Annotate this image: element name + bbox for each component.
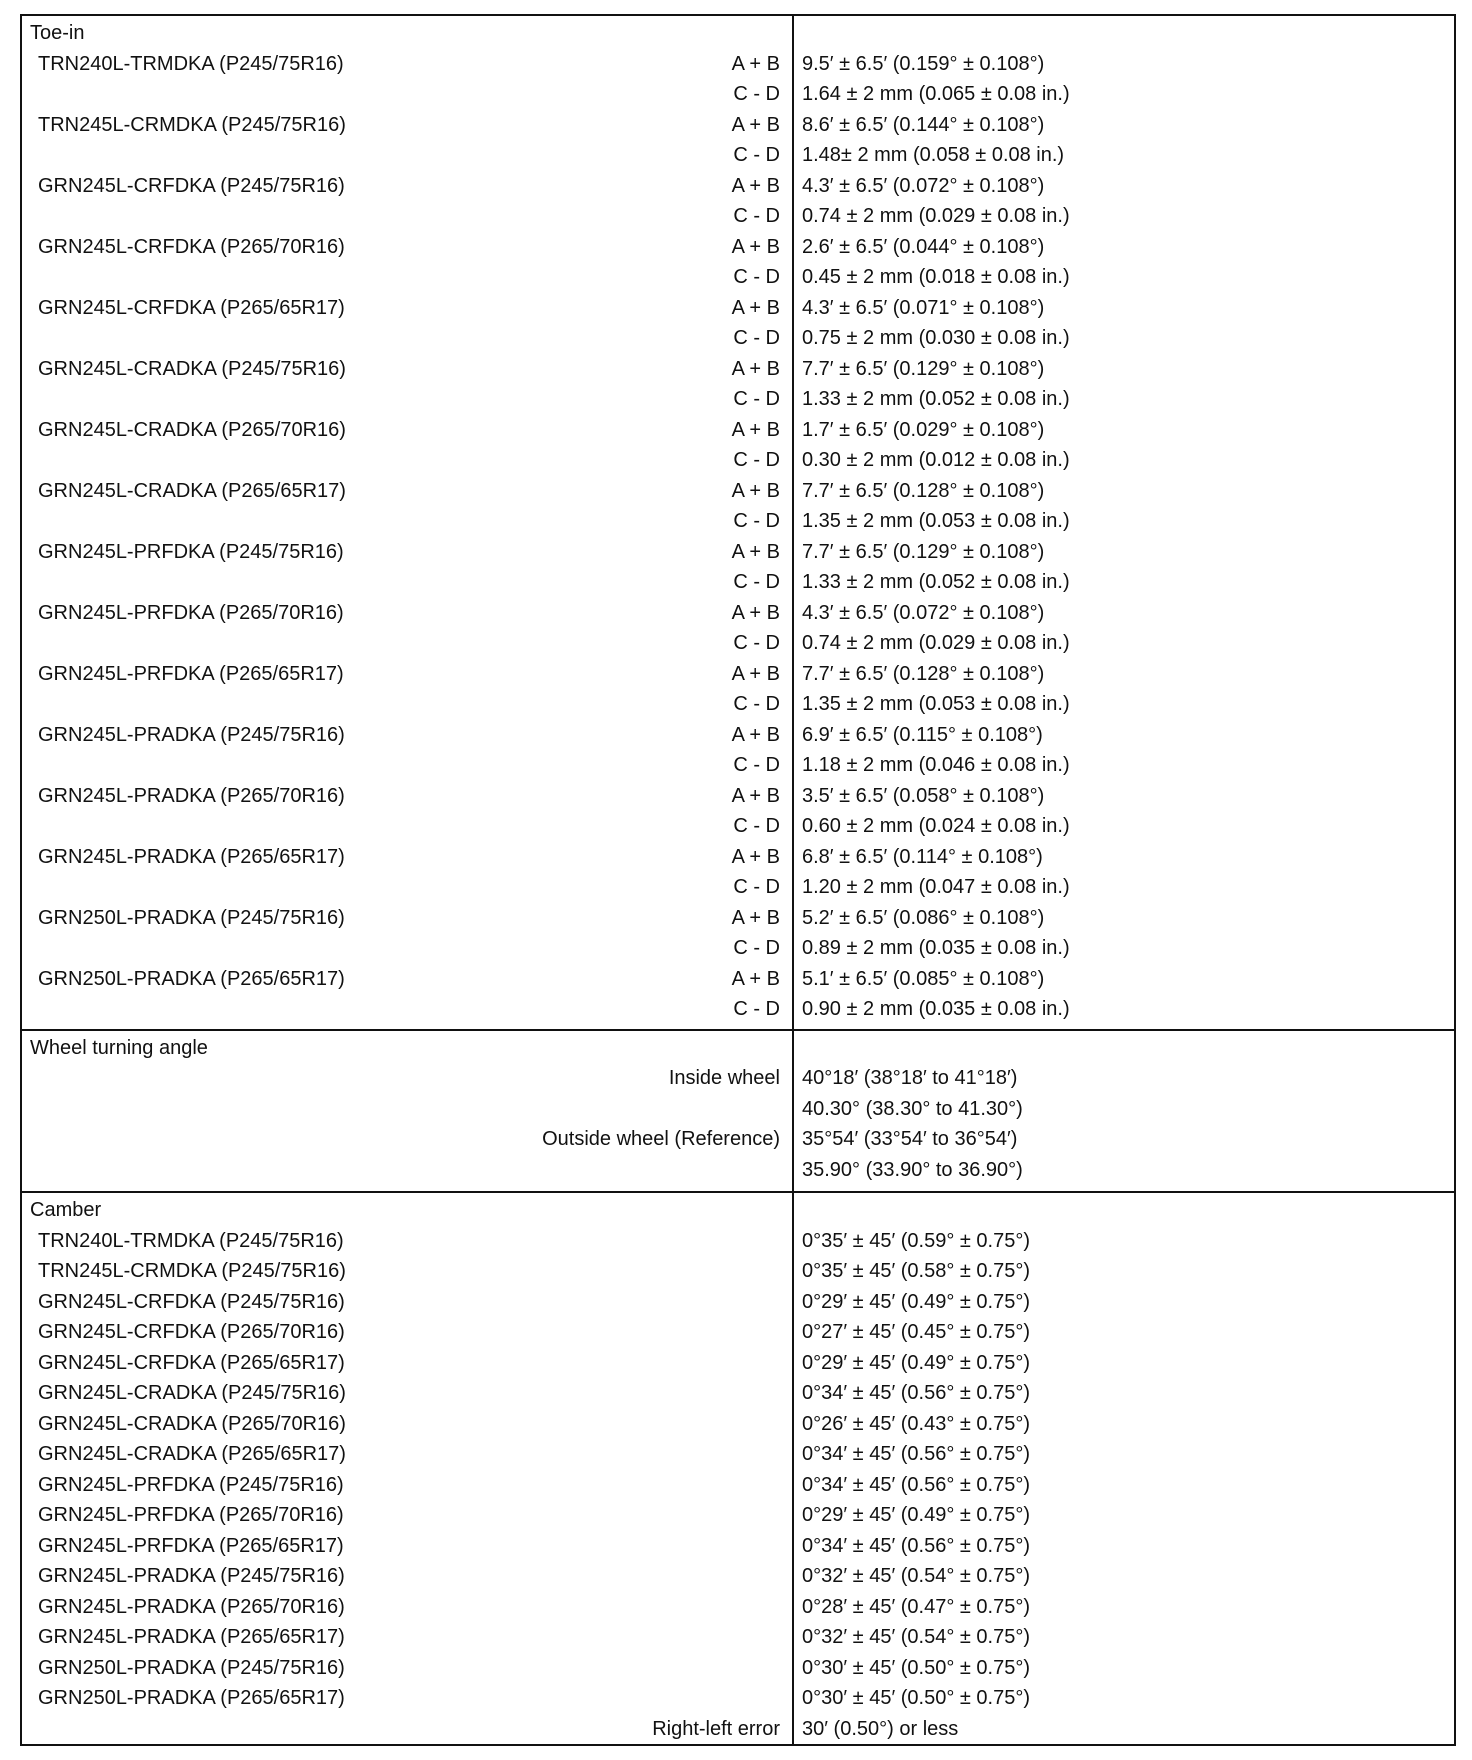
camber-value: 0°30′ ± 45′ (0.50° ± 0.75°) bbox=[802, 1687, 1031, 1709]
camber-row bbox=[30, 1470, 792, 1501]
toe-in-cd-label: C - D bbox=[733, 205, 780, 227]
toe-in-row-ab bbox=[30, 476, 792, 507]
camber-row bbox=[30, 1531, 792, 1562]
inside-wheel-row-spacer bbox=[30, 1094, 792, 1125]
toe-in-row-ab bbox=[30, 415, 792, 446]
outside-wheel-row-label bbox=[30, 1124, 792, 1155]
toe-in-row-ab bbox=[30, 903, 792, 934]
camber-value: 0°27′ ± 45′ (0.45° ± 0.75°) bbox=[802, 1321, 1031, 1343]
toe-in-ab-value: 9.5′ ± 6.5′ (0.159° ± 0.108°) bbox=[802, 52, 1045, 75]
toe-in-cd-label: C - D bbox=[733, 510, 780, 532]
toe-in-cd-value: 1.35 ± 2 mm (0.053 ± 0.08 in.) bbox=[802, 693, 1070, 715]
camber-title: Camber bbox=[30, 1199, 102, 1221]
camber-row bbox=[30, 1592, 792, 1623]
toe-in-ab-label: A + B bbox=[731, 723, 780, 746]
toe-in-cd-label: C - D bbox=[733, 998, 780, 1020]
toe-in-value-list bbox=[802, 49, 1454, 1025]
camber-value: 0°34′ ± 45′ (0.56° ± 0.75°) bbox=[802, 1443, 1031, 1465]
toe-in-row-ab bbox=[30, 537, 792, 568]
toe-in-ab-value: 6.9′ ± 6.5′ (0.115° ± 0.108°) bbox=[802, 723, 1043, 746]
camber-value: 0°32′ ± 45′ (0.54° ± 0.75°) bbox=[802, 1626, 1031, 1648]
toe-in-row-ab bbox=[30, 781, 792, 812]
toe-in-row-cd bbox=[30, 262, 792, 293]
toe-in-labels bbox=[22, 16, 794, 1029]
toe-in-row-cd bbox=[30, 140, 792, 171]
camber-row bbox=[30, 1653, 792, 1684]
camber-model: GRN245L-PRADKA (P265/70R16) bbox=[38, 1595, 345, 1618]
camber-value: 0°26′ ± 45′ (0.43° ± 0.75°) bbox=[802, 1412, 1031, 1435]
outside-wheel-value-deg: 35.90° (33.90° to 36.90°) bbox=[802, 1158, 1023, 1181]
toe-in-ab-label: A + B bbox=[731, 662, 780, 685]
toe-in-ab-label: A + B bbox=[731, 235, 780, 258]
toe-in-cd-label: C - D bbox=[733, 83, 780, 105]
toe-in-ab-label: A + B bbox=[731, 113, 780, 136]
camber-value: 0°32′ ± 45′ (0.54° ± 0.75°) bbox=[802, 1565, 1031, 1587]
camber-value: 0°30′ ± 45′ (0.50° ± 0.75°) bbox=[802, 1656, 1031, 1679]
inside-wheel-row-label bbox=[30, 1063, 792, 1094]
spec-table bbox=[20, 14, 1456, 1746]
toe-in-cd-value: 0.89 ± 2 mm (0.035 ± 0.08 in.) bbox=[802, 937, 1070, 959]
outside-wheel-label: Outside wheel (Reference) bbox=[542, 1128, 780, 1150]
toe-in-ab-label: A + B bbox=[731, 52, 780, 75]
camber-value: 0°34′ ± 45′ (0.56° ± 0.75°) bbox=[802, 1382, 1031, 1404]
toe-in-cd-value: 0.74 ± 2 mm (0.029 ± 0.08 in.) bbox=[802, 205, 1070, 227]
toe-in-row-ab bbox=[30, 842, 792, 873]
camber-value: 0°35′ ± 45′ (0.59° ± 0.75°) bbox=[802, 1229, 1031, 1252]
toe-in-cd-value: 0.60 ± 2 mm (0.024 ± 0.08 in.) bbox=[802, 815, 1070, 837]
wheel-turning-title-spacer bbox=[802, 1033, 1454, 1064]
toe-in-ab-label: A + B bbox=[731, 784, 780, 807]
camber-value: 0°29′ ± 45′ (0.49° ± 0.75°) bbox=[802, 1351, 1031, 1374]
toe-in-cd-label: C - D bbox=[733, 754, 780, 776]
toe-in-row-ab bbox=[30, 598, 792, 629]
toe-in-ab-label: A + B bbox=[731, 845, 780, 868]
toe-in-cd-label: C - D bbox=[733, 327, 780, 349]
toe-in-model-list bbox=[30, 49, 792, 1025]
toe-in-ab-value: 7.7′ ± 6.5′ (0.128° ± 0.108°) bbox=[802, 662, 1045, 685]
camber-row bbox=[30, 1561, 792, 1592]
camber-values bbox=[794, 1193, 1454, 1744]
toe-in-model: GRN245L-CRFDKA (P245/75R16) bbox=[38, 174, 345, 197]
toe-in-cd-label: C - D bbox=[733, 693, 780, 715]
camber-model: GRN245L-PRFDKA (P245/75R16) bbox=[38, 1473, 344, 1496]
toe-in-row-cd bbox=[30, 445, 792, 476]
camber-model: GRN250L-PRADKA (P265/65R17) bbox=[38, 1687, 345, 1709]
camber-row bbox=[30, 1378, 792, 1409]
toe-in-ab-label: A + B bbox=[731, 479, 780, 502]
camber-value: 0°34′ ± 45′ (0.56° ± 0.75°) bbox=[802, 1473, 1031, 1496]
toe-in-model: GRN245L-PRADKA (P265/65R17) bbox=[38, 845, 345, 868]
toe-in-row-ab bbox=[30, 171, 792, 202]
camber-value-list bbox=[802, 1226, 1454, 1714]
toe-in-row-cd bbox=[30, 994, 792, 1025]
toe-in-ab-value: 8.6′ ± 6.5′ (0.144° ± 0.108°) bbox=[802, 113, 1045, 136]
toe-in-cd-value: 1.35 ± 2 mm (0.053 ± 0.08 in.) bbox=[802, 510, 1070, 532]
toe-in-ab-label: A + B bbox=[731, 967, 780, 990]
toe-in-ab-value: 1.7′ ± 6.5′ (0.029° ± 0.108°) bbox=[802, 418, 1045, 441]
camber-model: GRN245L-CRFDKA (P265/65R17) bbox=[38, 1351, 345, 1374]
toe-in-row-cd bbox=[30, 323, 792, 354]
toe-in-row-cd bbox=[30, 872, 792, 903]
right-left-error-value: 30′ (0.50°) or less bbox=[802, 1717, 959, 1740]
camber-model: GRN245L-CRADKA (P265/70R16) bbox=[38, 1412, 346, 1435]
toe-in-row-cd bbox=[30, 506, 792, 537]
camber-model: TRN240L-TRMDKA (P245/75R16) bbox=[38, 1229, 344, 1252]
toe-in-ab-value: 7.7′ ± 6.5′ (0.129° ± 0.108°) bbox=[802, 357, 1045, 380]
toe-in-model: TRN240L-TRMDKA (P245/75R16) bbox=[38, 52, 344, 75]
toe-in-cd-label: C - D bbox=[733, 815, 780, 837]
wheel-turning-values bbox=[794, 1031, 1454, 1192]
toe-in-model: GRN245L-PRADKA (P265/70R16) bbox=[38, 784, 345, 807]
toe-in-model: GRN245L-PRFDKA (P265/70R16) bbox=[38, 601, 344, 624]
toe-in-model: GRN245L-CRFDKA (P265/65R17) bbox=[38, 296, 345, 319]
camber-model: TRN245L-CRMDKA (P245/75R16) bbox=[38, 1260, 346, 1282]
toe-in-model: GRN245L-PRFDKA (P265/65R17) bbox=[38, 662, 344, 685]
toe-in-cd-label: C - D bbox=[733, 388, 780, 410]
toe-in-cd-value: 0.45 ± 2 mm (0.018 ± 0.08 in.) bbox=[802, 266, 1070, 288]
toe-in-ab-value: 7.7′ ± 6.5′ (0.129° ± 0.108°) bbox=[802, 540, 1045, 563]
camber-model: GRN250L-PRADKA (P245/75R16) bbox=[38, 1656, 345, 1679]
camber-row bbox=[30, 1409, 792, 1440]
toe-in-row-ab bbox=[30, 232, 792, 263]
inside-wheel-label: Inside wheel bbox=[668, 1067, 780, 1089]
camber-row bbox=[30, 1500, 792, 1531]
toe-in-cd-value: 1.48± 2 mm (0.058 ± 0.08 in.) bbox=[802, 144, 1065, 166]
toe-in-ab-value: 2.6′ ± 6.5′ (0.044° ± 0.108°) bbox=[802, 235, 1045, 258]
toe-in-cd-label: C - D bbox=[733, 144, 780, 166]
toe-in-cd-label: C - D bbox=[733, 876, 780, 898]
camber-row bbox=[30, 1439, 792, 1470]
toe-in-cd-value: 1.33 ± 2 mm (0.052 ± 0.08 in.) bbox=[802, 571, 1070, 593]
camber-value: 0°29′ ± 45′ (0.49° ± 0.75°) bbox=[802, 1504, 1031, 1526]
camber-value: 0°28′ ± 45′ (0.47° ± 0.75°) bbox=[802, 1595, 1031, 1618]
camber-row bbox=[30, 1226, 792, 1257]
toe-in-cd-label: C - D bbox=[733, 937, 780, 959]
wheel-turning-labels bbox=[22, 1031, 794, 1192]
camber-row bbox=[30, 1256, 792, 1287]
toe-in-cd-label: C - D bbox=[733, 571, 780, 593]
toe-in-ab-value: 7.7′ ± 6.5′ (0.128° ± 0.108°) bbox=[802, 479, 1045, 502]
toe-in-row-cd bbox=[30, 79, 792, 110]
camber-model: GRN245L-CRFDKA (P265/70R16) bbox=[38, 1321, 345, 1343]
toe-in-model: GRN250L-PRADKA (P265/65R17) bbox=[38, 967, 345, 990]
camber-section bbox=[22, 1193, 1454, 1744]
toe-in-ab-value: 5.2′ ± 6.5′ (0.086° ± 0.108°) bbox=[802, 906, 1045, 929]
camber-model: GRN245L-CRADKA (P265/65R17) bbox=[38, 1443, 346, 1465]
camber-row bbox=[30, 1317, 792, 1348]
toe-in-ab-value: 5.1′ ± 6.5′ (0.085° ± 0.108°) bbox=[802, 967, 1045, 990]
inside-wheel-value-deg: 40.30° (38.30° to 41.30°) bbox=[802, 1097, 1023, 1120]
camber-model: GRN245L-PRADKA (P265/65R17) bbox=[38, 1626, 345, 1648]
toe-in-ab-value: 4.3′ ± 6.5′ (0.072° ± 0.108°) bbox=[802, 174, 1045, 197]
toe-in-cd-label: C - D bbox=[733, 266, 780, 288]
camber-row bbox=[30, 1683, 792, 1714]
toe-in-ab-label: A + B bbox=[731, 906, 780, 929]
toe-in-cd-value: 0.74 ± 2 mm (0.029 ± 0.08 in.) bbox=[802, 632, 1070, 654]
toe-in-row-ab bbox=[30, 964, 792, 995]
camber-model: GRN245L-CRFDKA (P245/75R16) bbox=[38, 1290, 345, 1313]
outside-wheel-value-min: 35°54′ (33°54′ to 36°54′) bbox=[802, 1128, 1018, 1150]
toe-in-ab-label: A + B bbox=[731, 174, 780, 197]
toe-in-row-ab bbox=[30, 49, 792, 80]
toe-in-model: GRN245L-CRFDKA (P265/70R16) bbox=[38, 235, 345, 258]
camber-model: GRN245L-PRFDKA (P265/65R17) bbox=[38, 1534, 344, 1557]
camber-row bbox=[30, 1622, 792, 1653]
toe-in-model: GRN245L-PRADKA (P245/75R16) bbox=[38, 723, 345, 746]
toe-in-ab-value: 4.3′ ± 6.5′ (0.072° ± 0.108°) bbox=[802, 601, 1045, 624]
camber-value: 0°34′ ± 45′ (0.56° ± 0.75°) bbox=[802, 1534, 1031, 1557]
toe-in-row-ab bbox=[30, 720, 792, 751]
toe-in-ab-label: A + B bbox=[731, 601, 780, 624]
toe-in-ab-label: A + B bbox=[731, 357, 780, 380]
toe-in-cd-value: 0.30 ± 2 mm (0.012 ± 0.08 in.) bbox=[802, 449, 1070, 471]
camber-model: GRN245L-PRFDKA (P265/70R16) bbox=[38, 1504, 344, 1526]
toe-in-cd-value: 0.75 ± 2 mm (0.030 ± 0.08 in.) bbox=[802, 327, 1070, 349]
right-left-error-label: Right-left error bbox=[652, 1717, 780, 1740]
toe-in-ab-value: 6.8′ ± 6.5′ (0.114° ± 0.108°) bbox=[802, 845, 1043, 868]
toe-in-cd-value: 1.18 ± 2 mm (0.046 ± 0.08 in.) bbox=[802, 754, 1070, 776]
toe-in-model: GRN250L-PRADKA (P245/75R16) bbox=[38, 906, 345, 929]
toe-in-title: Toe-in bbox=[30, 22, 85, 44]
toe-in-row-cd bbox=[30, 201, 792, 232]
toe-in-cd-label: C - D bbox=[733, 632, 780, 654]
camber-value: 0°35′ ± 45′ (0.58° ± 0.75°) bbox=[802, 1260, 1031, 1282]
toe-in-row-ab bbox=[30, 110, 792, 141]
camber-model: GRN245L-CRADKA (P245/75R16) bbox=[38, 1382, 346, 1404]
camber-value: 0°29′ ± 45′ (0.49° ± 0.75°) bbox=[802, 1290, 1031, 1313]
toe-in-row-cd bbox=[30, 628, 792, 659]
toe-in-cd-value: 1.33 ± 2 mm (0.052 ± 0.08 in.) bbox=[802, 388, 1070, 410]
toe-in-model: GRN245L-CRADKA (P245/75R16) bbox=[38, 357, 346, 380]
outside-wheel-row-spacer bbox=[30, 1155, 792, 1186]
toe-in-row-cd bbox=[30, 567, 792, 598]
toe-in-row-cd bbox=[30, 750, 792, 781]
camber-model-list bbox=[30, 1226, 792, 1714]
toe-in-values bbox=[794, 16, 1454, 1029]
toe-in-row-cd bbox=[30, 384, 792, 415]
toe-in-ab-label: A + B bbox=[731, 540, 780, 563]
camber-row bbox=[30, 1287, 792, 1318]
toe-in-cd-value: 1.20 ± 2 mm (0.047 ± 0.08 in.) bbox=[802, 876, 1070, 898]
toe-in-model: TRN245L-CRMDKA (P245/75R16) bbox=[38, 113, 346, 136]
toe-in-cd-label: C - D bbox=[733, 449, 780, 471]
toe-in-cd-value: 1.64 ± 2 mm (0.065 ± 0.08 in.) bbox=[802, 83, 1070, 105]
inside-wheel-value-min: 40°18′ (38°18′ to 41°18′) bbox=[802, 1067, 1018, 1089]
toe-in-row-ab bbox=[30, 293, 792, 324]
toe-in-row-cd bbox=[30, 811, 792, 842]
camber-title-spacer bbox=[802, 1195, 1454, 1226]
camber-model: GRN245L-PRADKA (P245/75R16) bbox=[38, 1565, 345, 1587]
toe-in-row-ab bbox=[30, 659, 792, 690]
toe-in-title-spacer bbox=[802, 18, 1454, 49]
toe-in-ab-label: A + B bbox=[731, 296, 780, 319]
wheel-turning-section bbox=[22, 1031, 1454, 1194]
toe-in-row-cd bbox=[30, 933, 792, 964]
camber-labels bbox=[22, 1193, 794, 1744]
wheel-turning-title: Wheel turning angle bbox=[30, 1036, 208, 1059]
toe-in-row-cd bbox=[30, 689, 792, 720]
toe-in-model: GRN245L-CRADKA (P265/65R17) bbox=[38, 479, 346, 502]
toe-in-model: GRN245L-PRFDKA (P245/75R16) bbox=[38, 540, 344, 563]
toe-in-cd-value: 0.90 ± 2 mm (0.035 ± 0.08 in.) bbox=[802, 998, 1070, 1020]
toe-in-row-ab bbox=[30, 354, 792, 385]
toe-in-ab-value: 3.5′ ± 6.5′ (0.058° ± 0.108°) bbox=[802, 784, 1045, 807]
toe-in-ab-value: 4.3′ ± 6.5′ (0.071° ± 0.108°) bbox=[802, 296, 1045, 319]
toe-in-model: GRN245L-CRADKA (P265/70R16) bbox=[38, 418, 346, 441]
toe-in-section bbox=[22, 16, 1454, 1031]
right-left-error-row bbox=[30, 1714, 792, 1745]
camber-row bbox=[30, 1348, 792, 1379]
toe-in-ab-label: A + B bbox=[731, 418, 780, 441]
